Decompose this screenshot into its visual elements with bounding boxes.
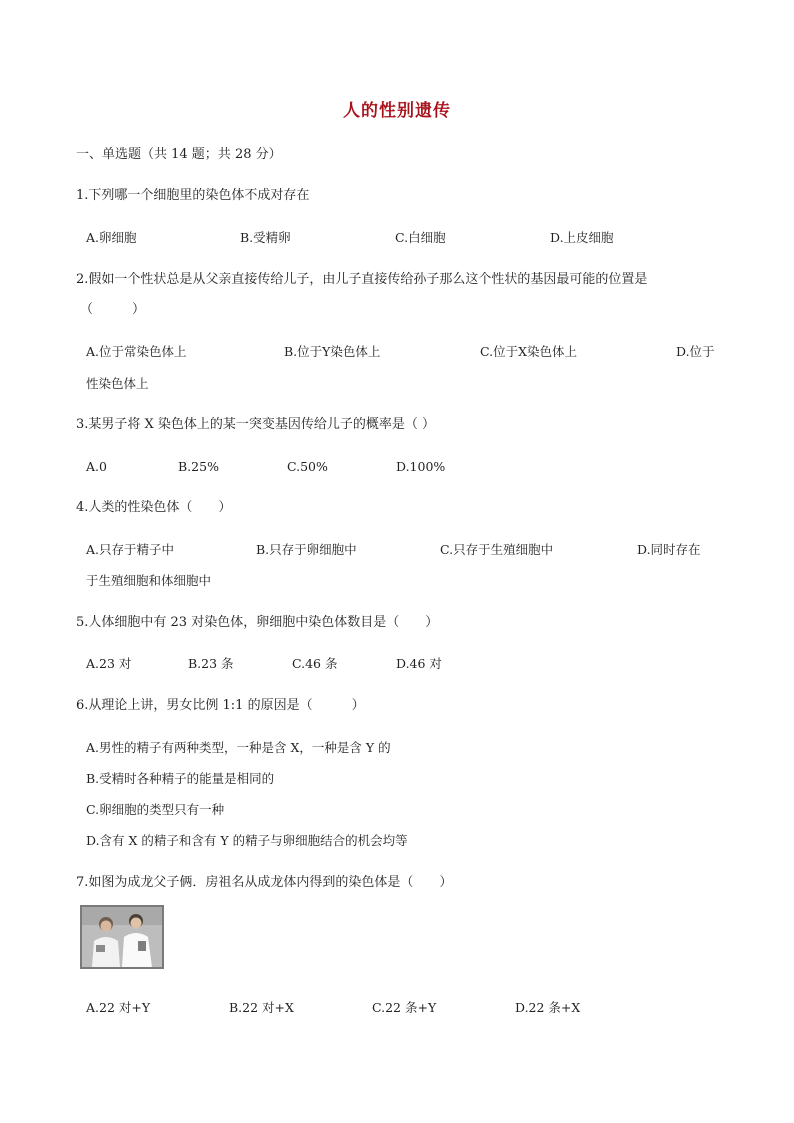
question-6-option-c[interactable]: C.卵细胞的类型只有一种 bbox=[86, 802, 225, 817]
question-1-option-a[interactable]: A.卵细胞 bbox=[86, 230, 137, 245]
father-son-photo bbox=[80, 905, 164, 969]
question-3-option-a[interactable]: A.0 bbox=[86, 459, 107, 474]
question-5-option-c[interactable]: C.46 条 bbox=[292, 656, 338, 671]
question-1-option-b[interactable]: B.受精卵 bbox=[240, 230, 291, 245]
photo-illustration bbox=[82, 907, 162, 967]
question-4-option-b[interactable]: B.只存于卵细胞中 bbox=[256, 542, 357, 557]
question-5-option-d[interactable]: D.46 对 bbox=[396, 656, 442, 671]
question-2-answer-blank: （ ） bbox=[80, 302, 146, 317]
question-1-option-c[interactable]: C.白细胞 bbox=[395, 230, 446, 245]
question-2-option-d-cont: 性染色体上 bbox=[86, 376, 149, 391]
question-5-stem: 5.人体细胞中有 23 对染色体，卵细胞中染色体数目是（ ） bbox=[76, 615, 439, 630]
question-5-option-a[interactable]: A.23 对 bbox=[86, 656, 132, 671]
question-4-stem: 4.人类的性染色体（ ） bbox=[76, 500, 232, 515]
question-6-option-a[interactable]: A.男性的精子有两种类型，一种是含 X，一种是含 Y 的 bbox=[86, 740, 391, 755]
question-7-option-d[interactable]: D.22 条+X bbox=[515, 1000, 581, 1015]
section-heading: 一、单选题（共 14 题；共 28 分） bbox=[76, 147, 282, 162]
question-2-option-d[interactable]: D.位于 bbox=[676, 344, 715, 359]
question-6-stem: 6.从理论上讲，男女比例 1:1 的原因是（ ） bbox=[76, 698, 365, 713]
question-4-option-c[interactable]: C.只存于生殖细胞中 bbox=[440, 542, 554, 557]
question-3-stem: 3.某男子将 X 染色体上的某一突变基因传给儿子的概率是（ ） bbox=[76, 417, 436, 432]
question-4-option-d[interactable]: D.同时存在 bbox=[637, 542, 701, 557]
question-1-stem: 1.下列哪一个细胞里的染色体不成对存在 bbox=[76, 188, 310, 203]
question-7-option-a[interactable]: A.22 对+Y bbox=[86, 1000, 151, 1015]
question-4-option-d-cont: 于生殖细胞和体细胞中 bbox=[86, 573, 212, 588]
question-2-option-a[interactable]: A.位于常染色体上 bbox=[86, 344, 187, 359]
question-2-option-c[interactable]: C.位于X染色体上 bbox=[480, 344, 577, 359]
question-7-stem: 7.如图为成龙父子俩．房祖名从成龙体内得到的染色体是（ ） bbox=[76, 875, 453, 890]
question-2-stem: 2.假如一个性状总是从父亲直接传给儿子，由儿子直接传给孙子那么这个性状的基因最可能的位置是 bbox=[76, 272, 648, 287]
question-1-option-d[interactable]: D.上皮细胞 bbox=[550, 230, 614, 245]
question-7-option-b[interactable]: B.22 对+X bbox=[229, 1000, 294, 1015]
question-7-option-c[interactable]: C.22 条+Y bbox=[372, 1000, 437, 1015]
question-3-option-d[interactable]: D.100% bbox=[396, 459, 446, 474]
question-2-option-b[interactable]: B.位于Y染色体上 bbox=[284, 344, 381, 359]
question-3-option-c[interactable]: C.50% bbox=[287, 459, 328, 474]
question-6-option-d[interactable]: D.含有 X 的精子和含有 Y 的精子与卵细胞结合的机会均等 bbox=[86, 833, 408, 848]
question-6-option-b[interactable]: B.受精时各种精子的能量是相同的 bbox=[86, 771, 275, 786]
question-3-option-b[interactable]: B.25% bbox=[178, 459, 219, 474]
page-title: 人的性别遗传 bbox=[343, 101, 451, 121]
question-5-option-b[interactable]: B.23 条 bbox=[188, 656, 234, 671]
question-4-option-a[interactable]: A.只存于精子中 bbox=[86, 542, 175, 557]
